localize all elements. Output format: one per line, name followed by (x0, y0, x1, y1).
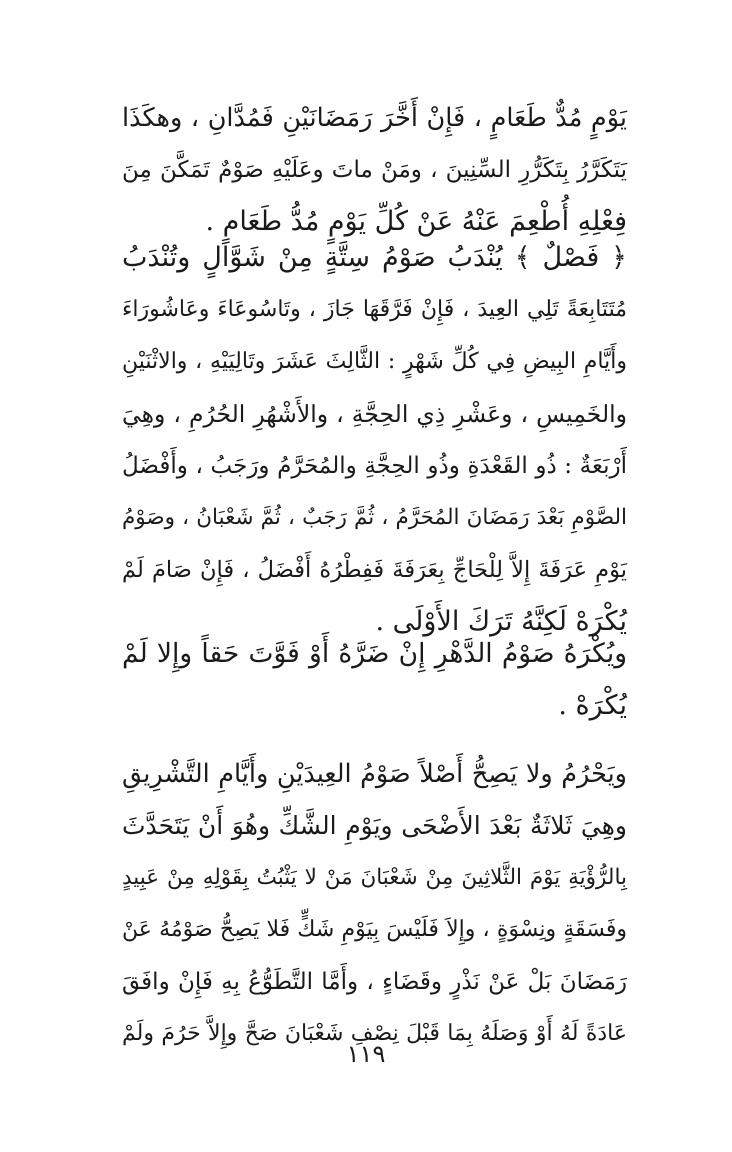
text-line: يَتَكَرَّرُ بِتَكَرُّرِ السِّنِينَ ، ومَنْ ماتَ وعَلَيْهِ صَوْمٌ تَمَكَّنَ مِنَ (122, 157, 627, 183)
text-line: يُكْرَهْ لَكِنَّهُ تَرَكَ الأَوْلَى . (375, 606, 627, 637)
paragraph-3 (122, 628, 627, 732)
text-line: ويُكْرَهُ صَوْمُ الدَّهْرِ إِنْ ضَرَّهُ أَوْ فَوَّتَ حَقاً وإِلا لَمْ (122, 638, 627, 669)
paragraph-4 (122, 748, 627, 1060)
text-line: وهِيَ ثَلاثَةٌ بَعْدَ الأَضْحَى ويَوْمِ الشَّكِّ وهُوَ أَنْ يَتَحَدَّثَ (122, 811, 627, 840)
text-line: يَوْمِ عَرَفَةَ إِلاَّ لِلْحَاجِّ بِعَرَفَةَ فَفِطْرُهُ أَفْضَلُ ، فَإِنْ صَامَ لَمْ (122, 557, 627, 583)
text-line: رَمَضَانَ بَلْ عَنْ نَذْرٍ وقَضَاءٍ ، وأَمَّا التَّطَوُّعُ بِهِ فَإِنْ وافَقَ (122, 969, 627, 995)
text-line: ﴿ فَصْلٌ ﴾ يُنْدَبُ صَوْمُ سِتَّةٍ مِنْ شَوَّالٍ وتُنْدَبُ (122, 242, 627, 273)
text-line: عَادَةً لَهُ أَوْ وَصَلَهُ بِمَا قَبْلَ نِصْفِ شَعْبَانَ صَحَّ وإِلاَّ حَرُمَ ولَمْ (122, 1021, 627, 1046)
paragraph-2 (122, 232, 627, 648)
page-number: ١١٩ (346, 1040, 386, 1068)
text-line: بِالرُّؤْيَةِ يَوْمَ الثَّلاثِينَ مِنْ شَعْبَانَ مَنْ لا يَثْبُتُ بِقَوْلِهِ مِنْ عَبِيدٍ (122, 865, 627, 890)
text-line: ويَحْرُمُ ولا يَصِحُّ أَصْلاً صَوْمُ العِيدَيْنِ وأَيَّامِ التَّشْرِيقِ (122, 759, 627, 789)
text-line: فِعْلِهِ أُطْعِمَ عَنْهُ عَنْ كُلِّ يَوْمٍ مُدُّ طَعَامٍ . (205, 206, 627, 237)
text-line: أَرْبَعَةٌ : ذُو القَعْدَةِ وذُو الحِجَّةِ والمُحَرَّمُ ورَجَبُ ، وأَفْضَلُ (122, 453, 627, 479)
text-line: والخَمِيسِ ، وعَشْرِ ذِي الحِجَّةِ ، والأَشْهُرِ الحُرُمِ ، وهِيَ (122, 400, 627, 428)
text-line: وأَيَّامِ البِيضِ فِي كُلِّ شَهْرٍ : الثَّالِثَ عَشَرَ وتَالِيَيْهِ ، والاثْنَيْنِ (122, 349, 627, 374)
text-line: وفَسَقَةٍ ونِسْوَةٍ ، وإِلاَ فَلَيْسَ بِيَوْمِ شَكٍّ فَلا يَصِحُّ صَوْمُهُ عَنْ (122, 917, 627, 942)
paragraph-1 (122, 92, 627, 248)
text-line: يَوْمٍ مُدٌّ طَعَامٍ ، فَإِنْ أَخَّرَ رَمَضَانَيْنِ فَمُدَّانِ ، وهكَذَا (122, 103, 627, 133)
text-line: مُتَتَابِعَةً تَلِي العِيدَ ، فَإِنْ فَرَّقَهَا جَازَ ، وتَاسُوعَاءَ وعَاشُورَاءَ (122, 297, 627, 322)
text-line: الصَّوْمِ بَعْدَ رَمَضَانَ المُحَرَّمُ ، ثُمَّ رَجَبٌ ، ثُمَّ شَعْبَانُ ، وصَوْمُ (122, 505, 627, 530)
text-line: يُكْرَهْ . (558, 690, 627, 721)
